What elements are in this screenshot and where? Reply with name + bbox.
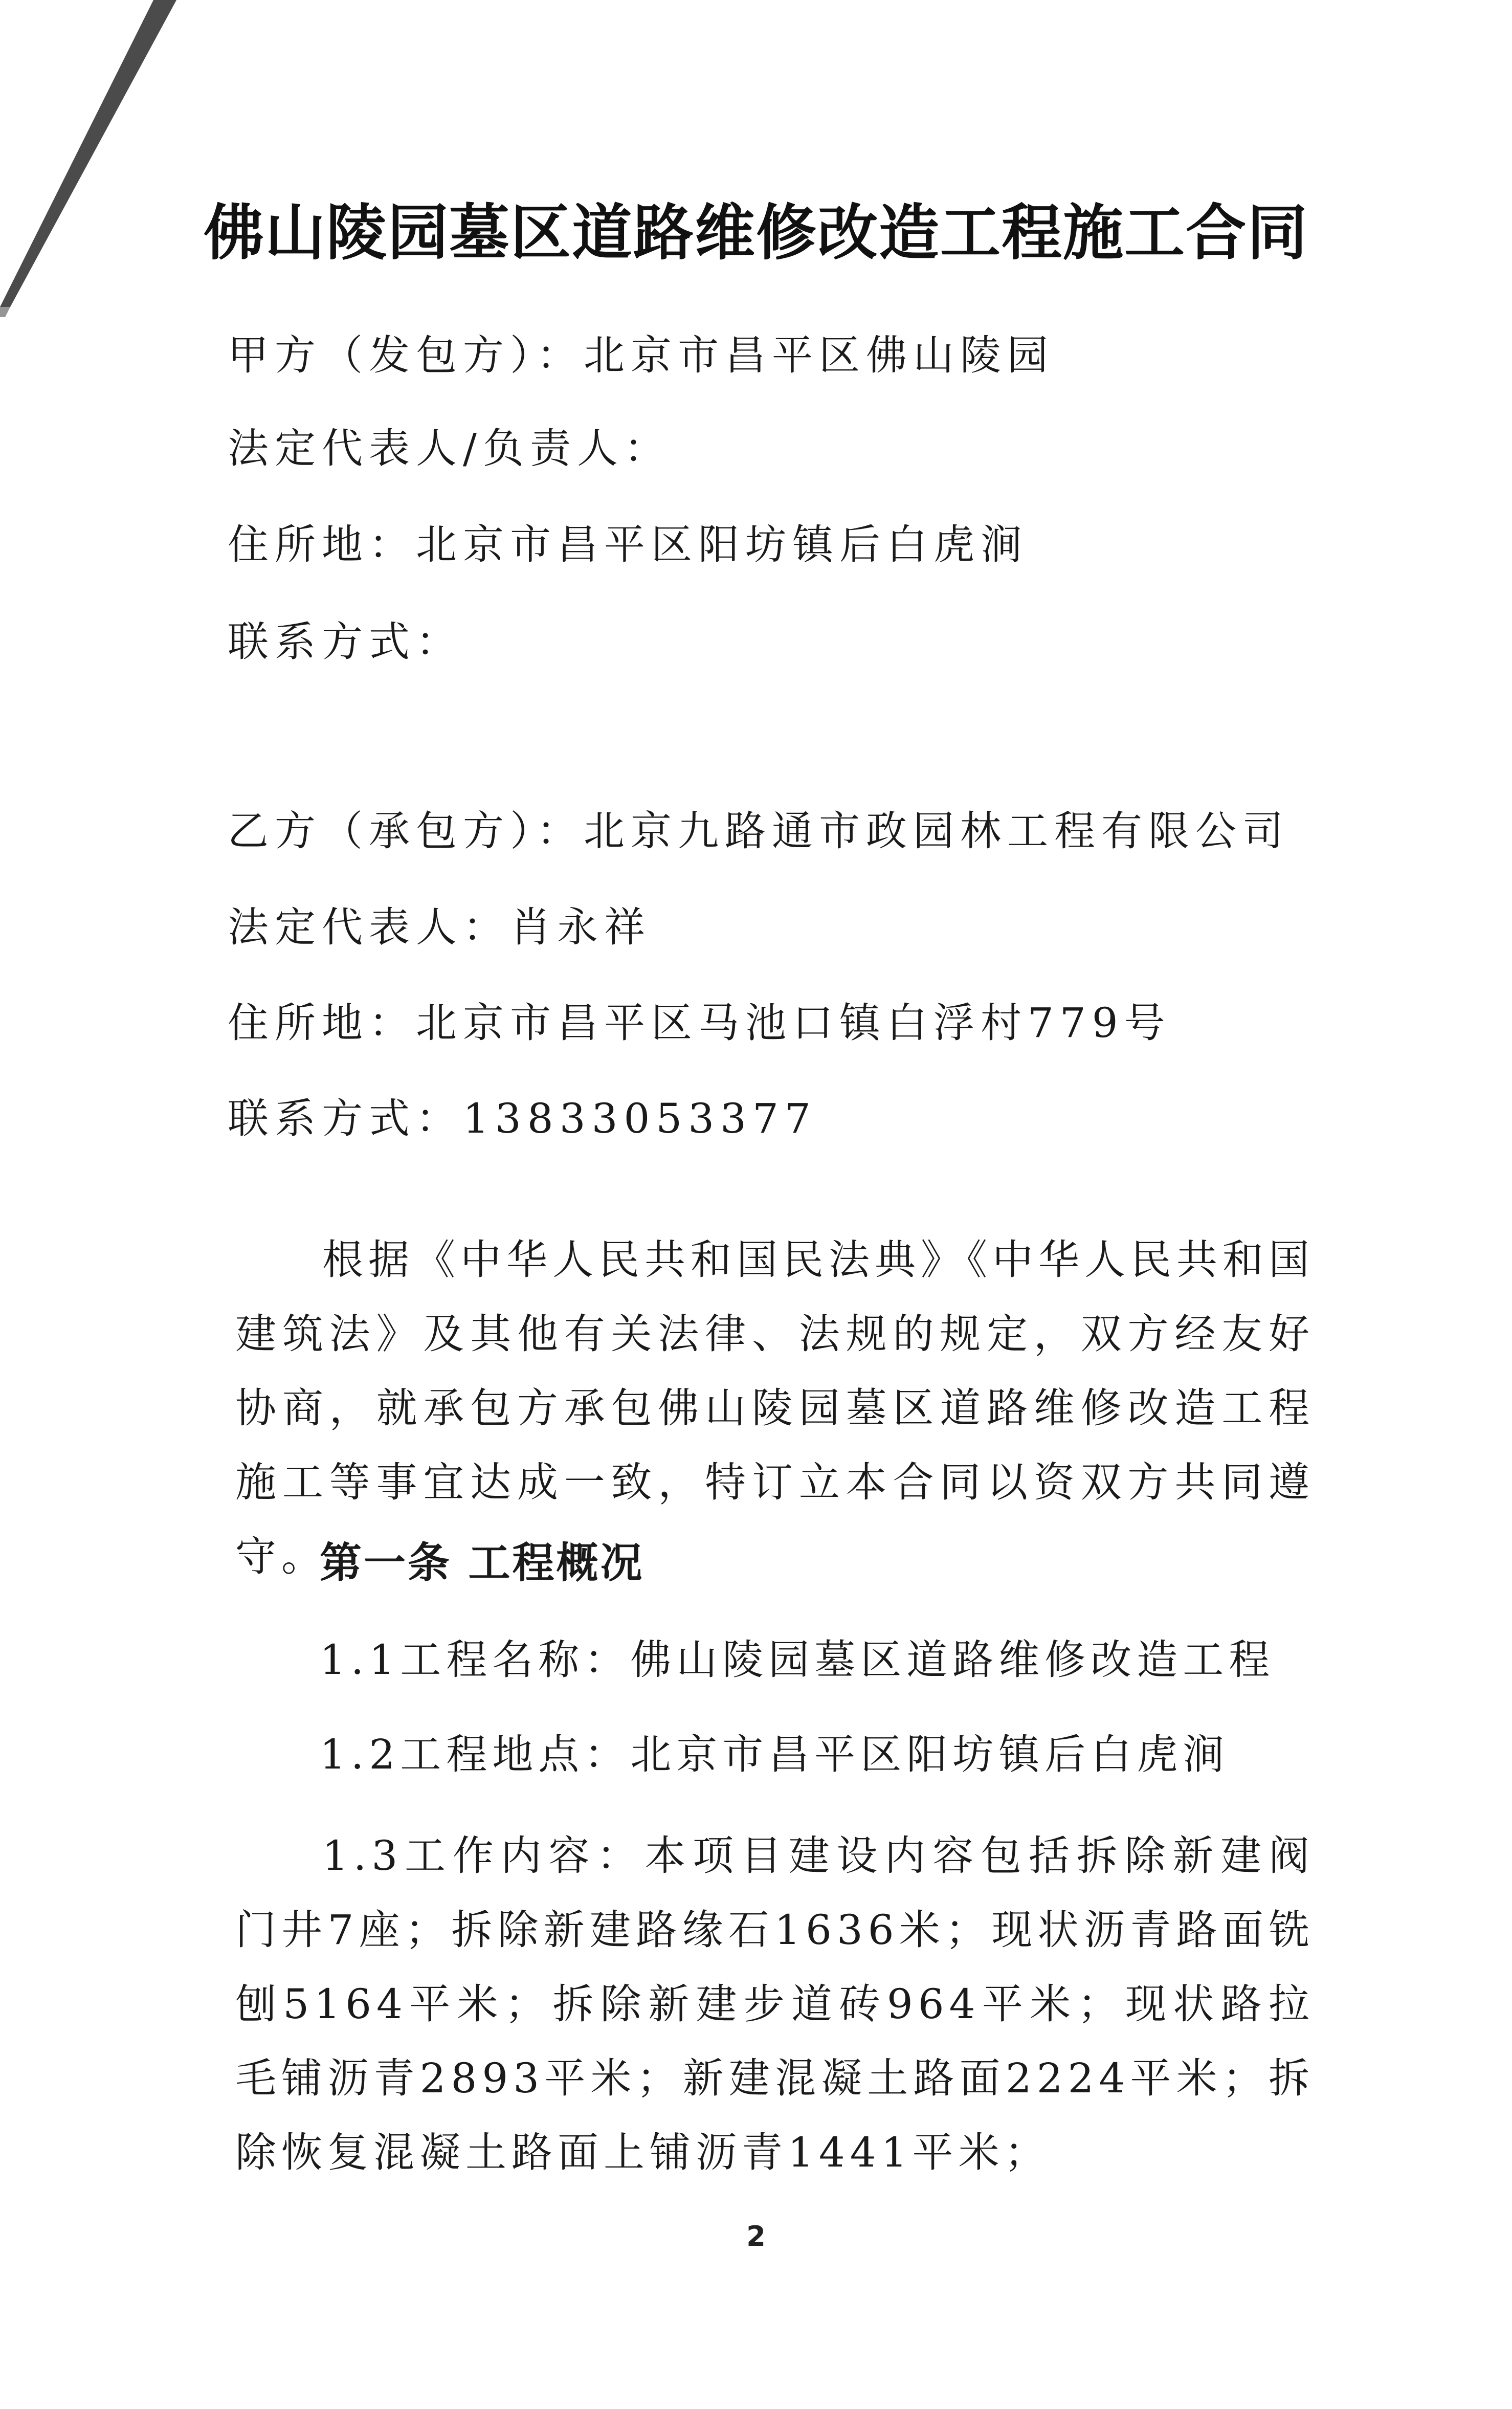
page-number: 2	[746, 2220, 766, 2252]
party-a-address: 住所地：北京市昌平区阳坊镇后白虎涧	[228, 521, 1028, 568]
article-1-item-1-3: 1.3工作内容：本项目建设内容包括拆除新建阀门井7座；拆除新建路缘石1636米；现状沥青路面铣刨5164平米；拆除新建步道砖964平米；现状路拉毛铺沥青2893平米；新建混凝土路面2224平米；拆除恢复混凝土路面上铺沥青1441平米；	[235, 1832, 1315, 2176]
party-a-name: 甲方（发包方）：北京市昌平区佛山陵园	[228, 331, 1054, 379]
party-a-contact: 联系方式：	[228, 618, 463, 666]
intro-paragraph: 根据《中华人民共和国民法典》《中华人民共和国建筑法》及其他有关法律、法规的规定，双方经友好协商，就承包方承包佛山陵园墓区道路维修改造工程施工等事宜达成一致，特订立本合同以资双方共同遵守。	[235, 1236, 1315, 1580]
article-1-item-1-1: 1.1工程名称：佛山陵园墓区道路维修改造工程	[320, 1636, 1275, 1684]
document-title: 佛山陵园墓区道路维修改造工程施工合同	[203, 197, 1308, 268]
article-1-heading: 第一条 工程概况	[320, 1539, 644, 1587]
party-b-representative: 法定代表人：肖永祥	[228, 903, 651, 951]
party-b-contact: 联系方式：13833053377	[228, 1095, 817, 1142]
party-b-address: 住所地：北京市昌平区马池口镇白浮村779号	[228, 999, 1171, 1047]
party-a-representative: 法定代表人/负责人：	[228, 425, 671, 472]
party-b-name: 乙方（承包方）：北京九路通市政园林工程有限公司	[228, 807, 1289, 855]
article-1-item-1-2: 1.2工程地点：北京市昌平区阳坊镇后白虎涧	[320, 1731, 1229, 1778]
